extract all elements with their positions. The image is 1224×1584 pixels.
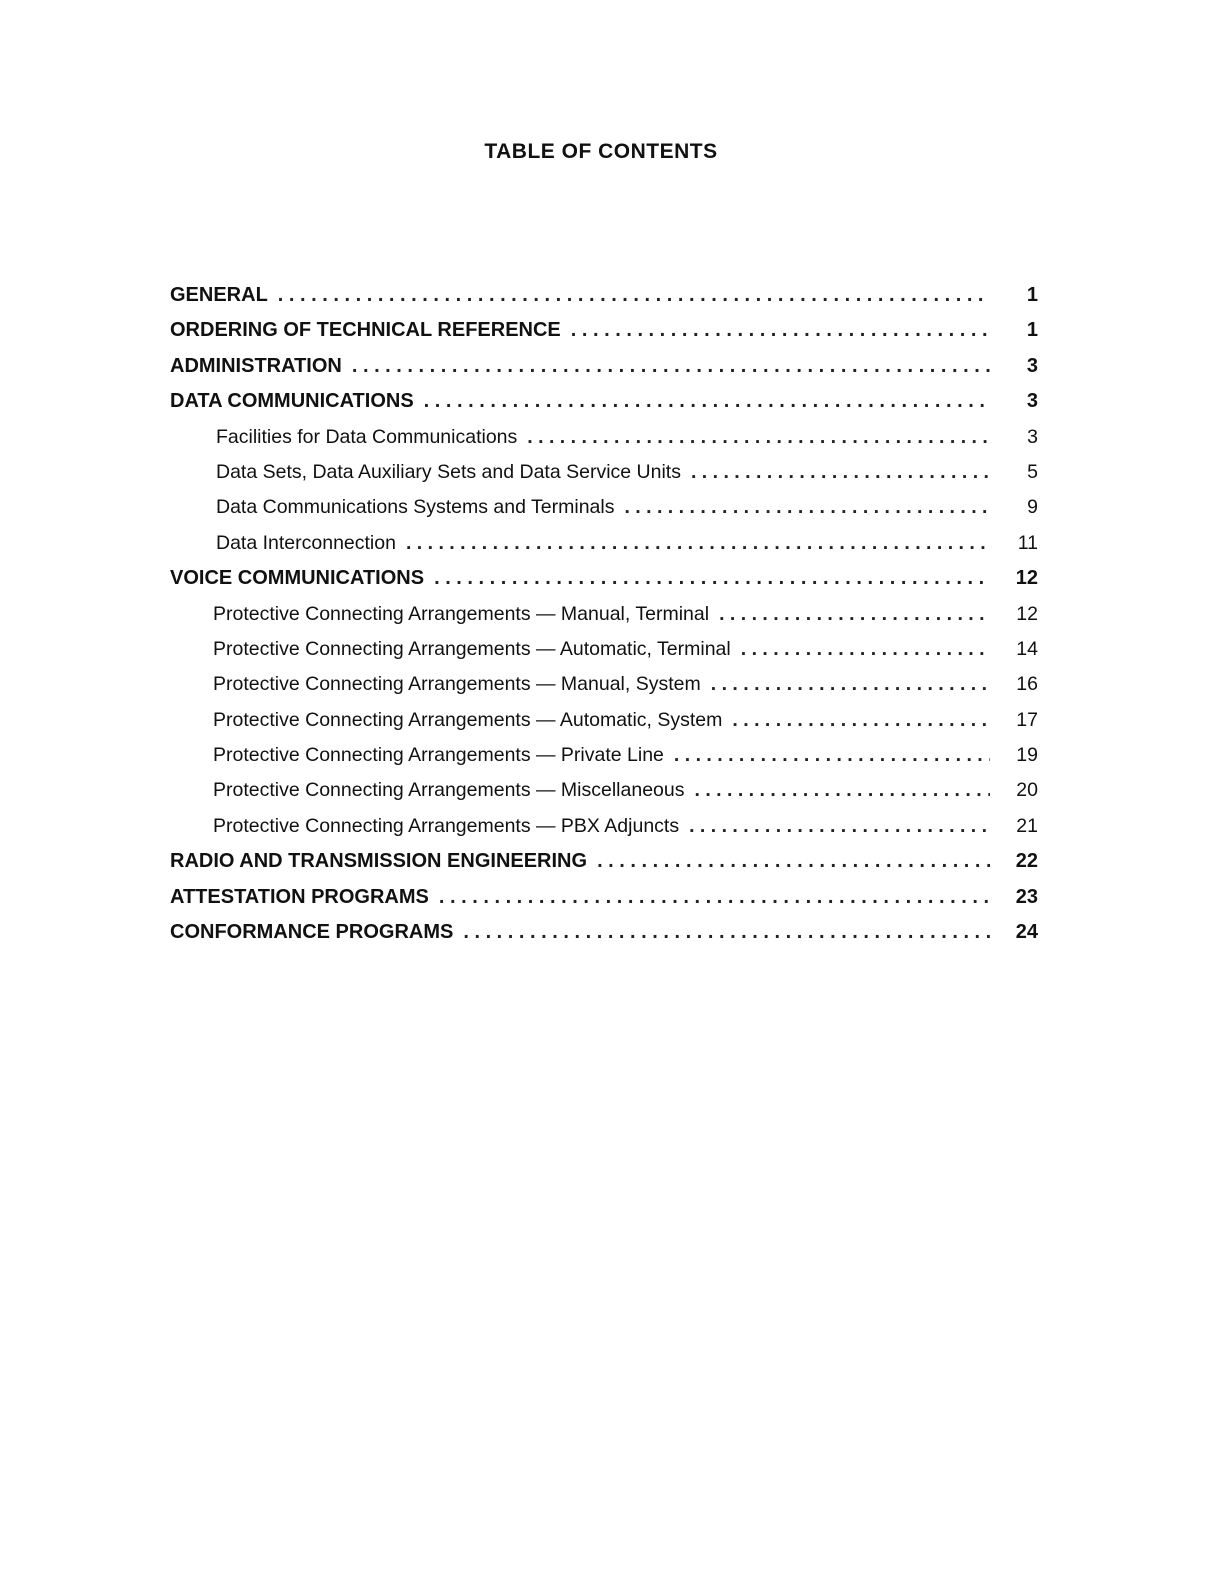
toc-entry-page: 11 [1017,531,1038,554]
toc-entry-page: 19 [1016,744,1038,767]
toc-subentry[interactable] [170,496,1038,531]
page-title: TABLE OF CONTENTS [484,140,718,163]
toc-entry[interactable] [170,355,1038,390]
toc-subentry[interactable] [170,815,1038,850]
dot-leader [434,567,990,590]
dot-leader [463,921,990,944]
toc-entry-title: GENERAL [170,284,268,306]
toc-entry-title: Protective Connecting Arrangements — Manual, System [213,673,701,696]
toc-entry-title: ATTESTATION PROGRAMS [170,885,429,908]
toc-subentry[interactable] [170,638,1038,673]
toc-entry-title: Data Sets, Data Auxiliary Sets and Data Service Units [216,460,681,483]
dot-leader [527,426,990,449]
toc-entry[interactable] [170,921,1038,956]
toc-entry-page: 20 [1016,779,1038,802]
toc-entry-page: 24 [1015,921,1038,944]
toc-entry[interactable] [170,319,1038,354]
toc-entry-title: DATA COMMUNICATIONS [170,390,414,413]
toc-entry[interactable] [170,567,1038,602]
toc-entry-page: 22 [1015,850,1038,873]
toc-entry-title: Data Communications Systems and Terminals [216,496,615,519]
toc-entry-title: Protective Connecting Arrangements — Manual, Terminal [213,602,710,625]
toc-entry-title: RADIO AND TRANSMISSION ENGINEERING [170,850,588,873]
dot-leader [278,284,990,307]
toc-entry-title: VOICE COMMUNICATIONS [170,567,425,590]
toc-entry-page: 1 [1026,319,1038,342]
dot-leader [624,496,990,519]
toc-entry-title: Protective Connecting Arrangements — Automatic, System [213,708,723,731]
table-of-contents [170,284,1038,956]
toc-entry-page: 3 [1027,425,1038,448]
toc-entry-page: 16 [1016,673,1038,696]
toc-entry-title: ADMINISTRATION [170,354,342,377]
toc-entry-page: 23 [1015,885,1038,908]
toc-entry-page: 17 [1016,708,1038,731]
toc-entry-page: 3 [1026,354,1038,377]
dot-leader [689,815,990,838]
toc-entry-title: Protective Connecting Arrangements — Private Line [213,744,664,767]
dot-leader [674,744,990,767]
toc-subentry[interactable] [170,532,1038,567]
dot-leader [352,355,990,378]
toc-entry-page: 12 [1016,602,1038,625]
toc-entry-title: ORDERING OF TECHNICAL REFERENCE [170,319,561,342]
toc-subentry[interactable] [170,426,1038,461]
dot-leader [695,779,991,802]
toc-entry-title: CONFORMANCE PROGRAMS [170,921,454,944]
toc-entry[interactable] [170,850,1038,885]
toc-entry-page: 5 [1027,460,1038,483]
toc-subentry[interactable] [170,461,1038,496]
dot-leader [732,709,990,732]
dot-leader [711,673,990,696]
toc-entry-title: Protective Connecting Arrangements — Miscellaneous [213,779,685,802]
toc-entry-page: 12 [1015,567,1038,590]
dot-leader [691,461,990,484]
dot-leader [597,850,990,873]
toc-entry[interactable] [170,886,1038,921]
toc-entry-page: 9 [1027,496,1038,519]
dot-leader [439,886,990,909]
toc-entry-title: Protective Connecting Arrangements — Automatic, Terminal [213,637,731,660]
toc-entry-page: 21 [1016,814,1038,837]
toc-subentry[interactable] [170,744,1038,779]
toc-entry[interactable] [170,284,1038,319]
toc-subentry[interactable] [170,709,1038,744]
dot-leader [571,319,990,342]
toc-subentry[interactable] [170,779,1038,814]
toc-entry-page: 3 [1026,390,1038,413]
dot-leader [424,390,990,413]
toc-entry[interactable] [170,390,1038,425]
toc-entry-title: Facilities for Data Communications [216,425,518,448]
toc-entry-title: Protective Connecting Arrangements — PBX Adjuncts [213,814,680,837]
toc-entry-page: 14 [1016,637,1038,660]
dot-leader [719,603,990,626]
toc-subentry[interactable] [170,673,1038,708]
toc-entry-page: 1 [1026,284,1038,306]
toc-subentry[interactable] [170,603,1038,638]
toc-entry-title: Data Interconnection [216,531,396,554]
dot-leader [741,638,990,661]
dot-leader [406,532,990,555]
